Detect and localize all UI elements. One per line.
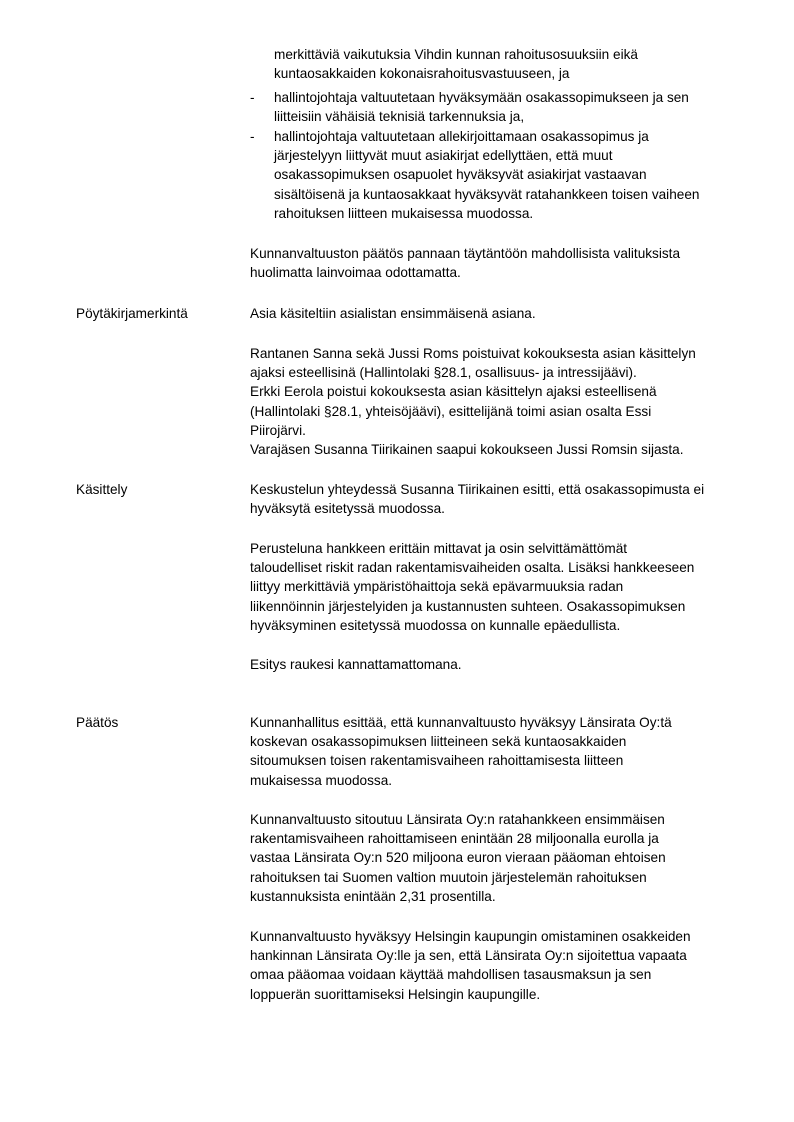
text-line: mukaisessa muodossa. [250,772,393,788]
text-line: rahoituksen liitteen mukaisessa muodossa. [274,205,534,221]
text-line: kuntaosakkaiden kokonaisrahoitusvastuuseen, ja [274,66,570,82]
text-line: Asia käsiteltiin asialistan ensimmäisenä asiana. [250,306,536,321]
text-line: taloudelliset riskit radan rakentamisvaiheiden osalta. Lisäksi hankkeeseen [250,560,695,576]
text-line: osakassopimuksen osapuolet hyväksyvät asiakirjat vastaavan [274,167,647,183]
text-line: hankinnan Länsirata Oy:lle ja sen, että Länsirata Oy:n sijoitettua vapaata [250,948,687,964]
section-label: Pöytäkirjamerkintä [76,306,188,321]
continuation-text [250,45,740,83]
text-line: hyväksytä esitetyssä muodossa. [250,501,445,517]
text-line: sisältöisenä ja kuntaosakkaat hyväksyvät ratahankkeen toisen vaiheen [274,186,700,202]
section-label: Käsittely [76,482,128,497]
text-line: huolimatta lainvoimaa odottamatta. [250,265,461,281]
text-line: Kunnanvaltuusto hyväksyy Helsingin kaupungin omistaminen osakkeiden [250,929,691,944]
text-line: Piirojärvi. [250,422,306,438]
text-line: Erkki Eerola poistui kokouksesta asian käsittelyn ajaksi esteellisenä [250,384,657,400]
dash-bullet-icon: - [250,129,255,144]
dash-bullet-icon: - [250,90,255,105]
text-line: sitoumuksen toisen rakentamisvaiheen rahoittamisesta liitteen [250,753,624,769]
text-line: liittyy merkittäviä ympäristöhaittoja sekä epävarmuuksia radan [250,579,624,595]
text-line: Keskustelun yhteydessä Susanna Tiirikainen esitti, että osakassopimusta ei [250,482,705,497]
text-line: Kunnanhallitus esittää, että kunnanvaltuusto hyväksyy Länsirata Oy:tä [250,715,672,730]
text-line: - hallintojohtaja valtuutetaan hyväksymään osakassopimukseen ja sen [250,88,740,107]
text-line: merkittäviä vaikutuksia Vihdin kunnan rahoitusosuuksiin eikä [274,47,638,62]
bullet-text [250,88,740,126]
text-line: ajaksi esteellisinä (Hallintolaki §28.1, osallisuus- ja intressijäävi). [250,365,637,381]
text-line: Rantanen Sanna sekä Jussi Roms poistuivat kokouksesta asian käsittelyn [250,346,696,361]
text-line: Varajäsen Susanna Tiirikainen saapui kokoukseen Jussi Romsin sijasta. [250,442,684,458]
text-line: - hallintojohtaja valtuutetaan allekirjoittamaan osakassopimus ja [250,127,740,146]
text-line: rakentamisvaiheen rahoittamiseen enintään 28 miljoonalla eurolla ja [250,831,659,847]
text-line: järjestelyyn liittyvät muut asiakirjat edellyttäen, että muut [274,148,613,164]
text-line: Kunnanvaltuusto sitoutuu Länsirata Oy:n ratahankkeen ensimmäisen [250,812,665,827]
text-line: liikennöinnin järjestelyiden ja kustannusten suhteen. Osakassopimuksen [250,598,686,614]
text-line: Kunnanvaltuuston päätös pannaan täytäntöön mahdollisista valituksista [250,246,681,261]
text-line: Perusteluna hankkeen erittäin mittavat ja osin selvittämättömät [250,541,628,556]
text-line: (Hallintolaki §28.1, yhteisöjäävi), esittelijänä toimi asian osalta Essi [250,403,652,419]
text-line: Esitys raukesi kannattamattomana. [250,657,462,672]
text-line: koskevan osakassopimuksen liitteineen sekä kuntaosakkaiden [250,734,627,750]
bullet-text [250,127,740,223]
text-line: kustannuksista enintään 2,31 prosentilla. [250,888,496,904]
text-line: rahoituksen tai Suomen valtion muutoin järjestelemän rahoituksen [250,869,647,885]
section-label: Päätös [76,715,119,730]
text-line: loppuerän suorittamiseksi Helsingin kaupungille. [250,986,541,1002]
text-line: omaa pääomaa voidaan käyttää mahdollisen tasausmaksun ja sen [250,967,652,983]
text-line: liitteisiin vähäisiä teknisiä tarkennuksia ja, [274,109,525,125]
text-line: vastaa Länsirata Oy:n 520 miljoona euron vieraan pääoman ehtoisen [250,850,666,866]
text-line: hyväksyminen esitetyssä muodossa on kunnalle epäedullista. [250,617,621,633]
